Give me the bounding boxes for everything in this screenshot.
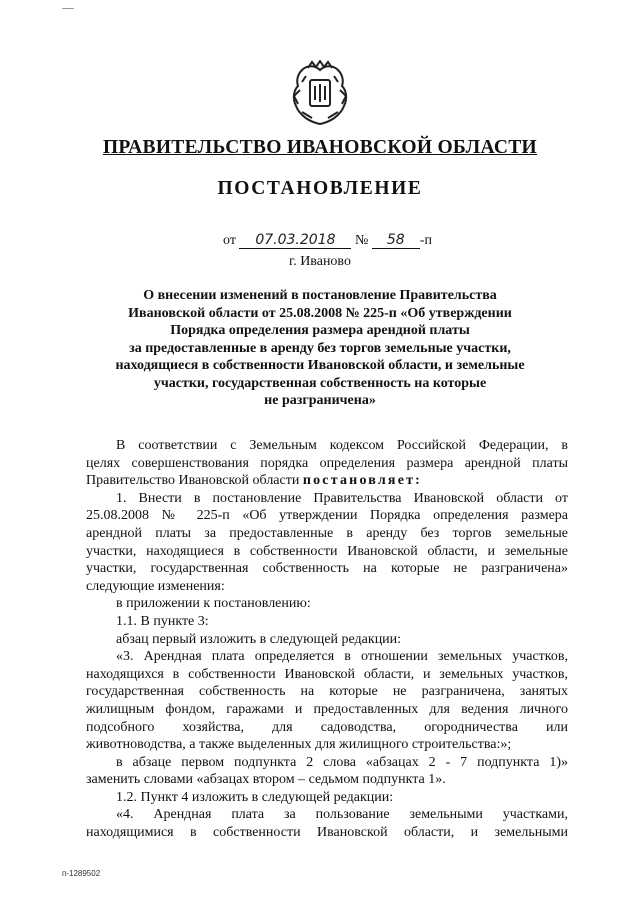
- body-text: Правительство Ивановской области: [86, 473, 300, 489]
- body-line: «4. Арендная плата за пользование земельными участками,: [116, 807, 568, 823]
- body-line: в абзаце первом подпункта 2 слова «абзацах 2 - 7 подпункта 1)»: [116, 754, 568, 770]
- number-label: №: [354, 233, 369, 248]
- body-line: 1.1. В пункте 3:: [116, 613, 209, 629]
- body-line: участки, государственная собственность на которые не разграничена»: [86, 561, 568, 577]
- document-type: ПОСТАНОВЛЕНИЕ: [217, 178, 423, 199]
- body-line: абзац первый изложить в следующей редакции:: [116, 631, 402, 647]
- government-name: ПРАВИТЕЛЬСТВО ИВАНОВСКОЙ ОБЛАСТИ: [102, 137, 538, 158]
- title-line: за предоставленные в аренду без торгов земельные участки,: [129, 340, 511, 356]
- body-line: 25.08.2008 № 225-п «Об утверждении Порядка определения размера: [86, 508, 568, 524]
- body-line: участки, находящиеся в собственности Ивановской области, и земельные: [86, 543, 568, 559]
- title-line: находящиеся в собственности Ивановской области, и земельные: [115, 358, 525, 373]
- title-line: Порядка определения размера арендной платы: [170, 323, 470, 338]
- body-line: арендной платы за предоставленные в аренду без торгов земельные: [86, 525, 568, 541]
- body-line: В соответствии с Земельным кодексом Российской Федерации, в: [116, 438, 568, 453]
- body-line: следующие изменения:: [86, 578, 225, 594]
- decree-keyword: постановляет:: [302, 473, 423, 489]
- body-line: 1.2. Пункт 4 изложить в следующей редакции:: [116, 789, 394, 805]
- title-line: Ивановской области от 25.08.2008 № 225-п «Об утверждении: [128, 305, 512, 321]
- body-line: государственная собственность на которые не разграничена, занятых: [86, 684, 568, 700]
- body-line: в приложении к постановлению:: [116, 596, 311, 612]
- handwritten-date: 07.03.2018: [239, 232, 351, 249]
- document-code: п-1289502: [62, 869, 101, 878]
- body-line: находящихся в собственности Ивановской области, и земельных участков,: [86, 666, 568, 682]
- title-line: не разграничена»: [264, 393, 376, 408]
- scan-mark: [62, 8, 74, 9]
- body-line: животноводства, а также выделенных для жилищного строительства:»;: [86, 737, 512, 753]
- title-line: О внесении изменений в постановление Правительства: [143, 288, 497, 303]
- date-number-line: [223, 232, 432, 249]
- body-line: находящимися в собственности Ивановской области, и земельными: [86, 825, 568, 841]
- title-line: участки, государственная собственность на которые: [153, 375, 487, 391]
- coat-of-arms-emblem: [288, 60, 352, 128]
- body-line: «3. Арендная плата определяется в отношении земельных участков,: [116, 649, 568, 665]
- body-line: 1. Внести в постановление Правительства Ивановской области от: [116, 490, 568, 506]
- document-title: [108, 287, 532, 410]
- city: г. Иваново: [289, 254, 351, 269]
- body-line: жилищным фондом, гаражами и предоставленных для ведения личного: [86, 701, 568, 717]
- body-line: подсобного хозяйства, для садоводства, огородничества или: [86, 719, 568, 735]
- number-suffix: -п: [419, 233, 432, 248]
- handwritten-number: 58: [372, 232, 420, 249]
- document-body: [86, 437, 568, 842]
- body-line: [86, 472, 568, 490]
- body-line: заменить словами «абзацах втором – седьмом подпункта 1».: [86, 772, 446, 788]
- body-line: целях совершенствования порядка определения размера арендной платы: [86, 455, 568, 471]
- date-prefix: от: [223, 233, 236, 248]
